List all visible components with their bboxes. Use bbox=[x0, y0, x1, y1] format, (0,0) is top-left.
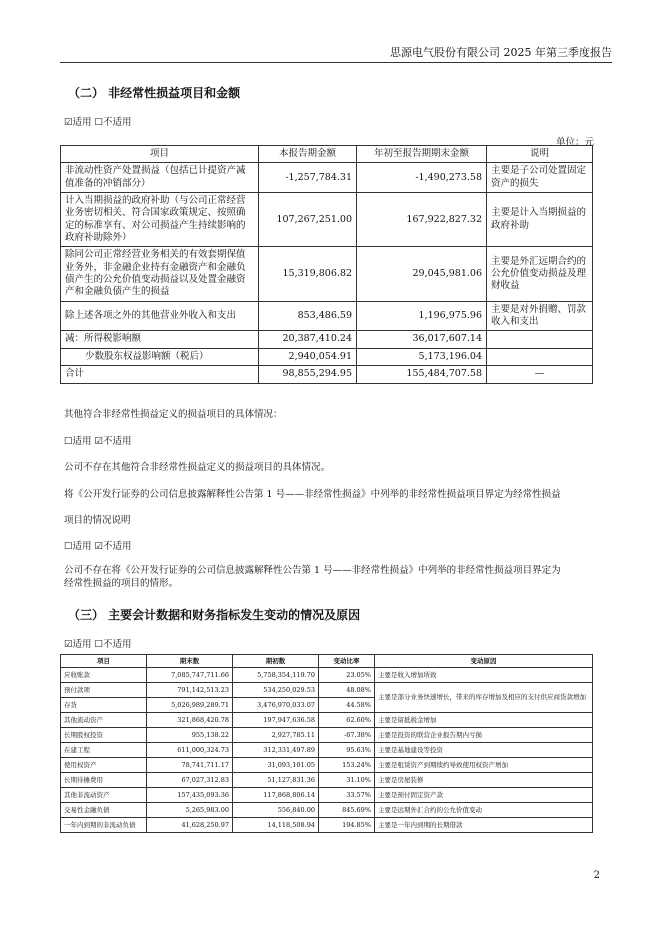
item-cell: 除上述各项之外的其他营业外收入和支出 bbox=[61, 301, 259, 331]
change-ratio-cell: 33.57% bbox=[319, 788, 375, 803]
table-header-row bbox=[61, 655, 593, 668]
item-cell: 一年内到期的非流动负债 bbox=[61, 818, 147, 833]
item-cell: 长期股权投资 bbox=[61, 728, 147, 743]
column-header: 项目 bbox=[61, 655, 147, 668]
change-ratio-cell: 31.10% bbox=[319, 773, 375, 788]
reason-cell: 主要是远期外汇合约的公允价值变动 bbox=[375, 803, 593, 818]
note-cell: 主要是计入当期损益的政府补助 bbox=[487, 193, 593, 247]
current-amount-cell: 853,486.59 bbox=[259, 301, 357, 331]
column-header: 年初至报告期期末金额 bbox=[357, 146, 487, 163]
current-amount-cell: 98,855,294.95 bbox=[259, 366, 357, 383]
column-header: 项目 bbox=[61, 146, 259, 163]
table-row bbox=[61, 163, 593, 193]
item-cell: 其他非流动资产 bbox=[61, 788, 147, 803]
begin-value-cell: 556,840.00 bbox=[233, 803, 319, 818]
table-row bbox=[61, 668, 593, 683]
ytd-amount-cell: -1,490,273.58 bbox=[357, 163, 487, 193]
reason-cell: 主要是部分业务快速增长，带来的库存增加及相应的支付供应商货款增加 bbox=[375, 683, 593, 713]
ytd-amount-cell: 29,045,981.06 bbox=[357, 247, 487, 301]
column-header: 期初数 bbox=[233, 655, 319, 668]
change-ratio-cell: 194.85% bbox=[319, 818, 375, 833]
table-row bbox=[61, 301, 593, 331]
reason-cell: 主要是一年内到期的长期借款 bbox=[375, 818, 593, 833]
end-value-cell: 955,138.22 bbox=[147, 728, 233, 743]
begin-value-cell: 14,118,508.94 bbox=[233, 818, 319, 833]
column-header: 说明 bbox=[487, 146, 593, 163]
end-value-cell: 157,435,093.36 bbox=[147, 788, 233, 803]
item-cell: 非流动性资产处置损益（包括已计提资产减值准备的冲销部分） bbox=[61, 163, 259, 193]
item-cell: 交易性金融负债 bbox=[61, 803, 147, 818]
table-row bbox=[61, 683, 593, 698]
item-cell: 减：所得税影响额 bbox=[61, 331, 259, 348]
note-cell bbox=[487, 331, 593, 348]
table-row bbox=[61, 803, 593, 818]
change-ratio-cell: 845.69% bbox=[319, 803, 375, 818]
item-cell: 存货 bbox=[61, 698, 147, 713]
reason-cell: 主要是预付固定资产款 bbox=[375, 788, 593, 803]
current-amount-cell: 107,267,251.00 bbox=[259, 193, 357, 247]
column-header: 变动比率 bbox=[319, 655, 375, 668]
current-amount-cell: 15,319,806.82 bbox=[259, 247, 357, 301]
ytd-amount-cell: 36,017,607.14 bbox=[357, 331, 487, 348]
table-row bbox=[61, 331, 593, 348]
begin-value-cell: 534,250,029.53 bbox=[233, 683, 319, 698]
table-row bbox=[61, 728, 593, 743]
note-cell: 主要是子公司处置固定资产的损失 bbox=[487, 163, 593, 193]
item-cell: 使用权资产 bbox=[61, 758, 147, 773]
current-amount-cell: 20,387,410.24 bbox=[259, 331, 357, 348]
reason-cell: 主要是投资的联营企业报告期内亏损 bbox=[375, 728, 593, 743]
table-row bbox=[61, 818, 593, 833]
item-cell: 除同公司正常经营业务相关的有效套期保值业务外，非金融企业持有金融资产和金融负债产生的公允价值变动损益以及处置金融资产和金融负债产生的损益 bbox=[61, 247, 259, 301]
table-row bbox=[61, 788, 593, 803]
applicability-line: ☐适用 ☑不适用 bbox=[64, 436, 132, 447]
section-3-title: （三） 主要会计数据和财务指标发生变动的情况及原因 bbox=[68, 608, 361, 622]
note-cell: — bbox=[487, 366, 593, 383]
end-value-cell: 67,027,312.83 bbox=[147, 773, 233, 788]
table-total-row bbox=[61, 366, 593, 383]
end-value-cell: 7,085,747,711.66 bbox=[147, 668, 233, 683]
table-row bbox=[61, 758, 593, 773]
end-value-cell: 41,628,250.97 bbox=[147, 818, 233, 833]
header-divider bbox=[60, 62, 612, 63]
begin-value-cell: 2,927,785.11 bbox=[233, 728, 319, 743]
financial-changes-table bbox=[60, 654, 593, 833]
begin-value-cell: 5,758,354,119.70 bbox=[233, 668, 319, 683]
begin-value-cell: 197,947,636.58 bbox=[233, 713, 319, 728]
change-ratio-cell: 62.60% bbox=[319, 713, 375, 728]
end-value-cell: 611,000,324.73 bbox=[147, 743, 233, 758]
change-ratio-cell: 44.58% bbox=[319, 698, 375, 713]
table-row bbox=[61, 247, 593, 301]
end-value-cell: 78,741,711.17 bbox=[147, 758, 233, 773]
table-row bbox=[61, 348, 593, 365]
paragraph: 其他符合非经常性损益定义的损益项目的具体情况： bbox=[64, 409, 283, 420]
paragraph: 项目的情况说明 bbox=[64, 515, 131, 526]
item-cell: 计入当期损益的政府补助（与公司正常经营业务密切相关、符合国家政策规定、按照确定的标准享有、对公司损益产生持续影响的政府补助除外） bbox=[61, 193, 259, 247]
current-amount-cell: 2,940,054.91 bbox=[259, 348, 357, 365]
page-number: 2 bbox=[593, 870, 600, 881]
reason-cell: 主要是租赁资产到期续约导致使用权资产增加 bbox=[375, 758, 593, 773]
item-cell: 在建工程 bbox=[61, 743, 147, 758]
begin-value-cell: 117,868,806.14 bbox=[233, 788, 319, 803]
section-3-applicability: ☑适用 ☐不适用 bbox=[64, 639, 132, 650]
begin-value-cell: 31,093,101.05 bbox=[233, 758, 319, 773]
reason-cell: 主要是基地建设等投资 bbox=[375, 743, 593, 758]
end-value-cell: 5,026,989,289.71 bbox=[147, 698, 233, 713]
ytd-amount-cell: 167,922,827.32 bbox=[357, 193, 487, 247]
paragraph: 经常性损益的项目的情形。 bbox=[64, 578, 179, 589]
table-row bbox=[61, 743, 593, 758]
change-ratio-cell: 23.05% bbox=[319, 668, 375, 683]
unit-label: 单位：元 bbox=[555, 137, 594, 148]
item-cell: 少数股东权益影响额（税后） bbox=[61, 348, 259, 365]
note-cell: 主要是外汇远期合约的公允价值变动损益及理财收益 bbox=[487, 247, 593, 301]
note-cell bbox=[487, 348, 593, 365]
table-row bbox=[61, 773, 593, 788]
paragraph: 公司不存在将《公开发行证券的公司信息披露解释性公告第 1 号——非经常性损益》中列举的非经常性损益项目界定为 bbox=[64, 565, 561, 576]
item-cell: 长期待摊费用 bbox=[61, 773, 147, 788]
reason-cell: 主要是留抵税金增加 bbox=[375, 713, 593, 728]
reason-cell: 主要是房屋装修 bbox=[375, 773, 593, 788]
table-header-row bbox=[61, 146, 593, 163]
begin-value-cell: 312,331,497.89 bbox=[233, 743, 319, 758]
change-ratio-cell: 153.24% bbox=[319, 758, 375, 773]
section-2-title: （二） 非经常性损益项目和金额 bbox=[68, 86, 241, 100]
begin-value-cell: 51,127,831.36 bbox=[233, 773, 319, 788]
item-cell: 应收账款 bbox=[61, 668, 147, 683]
section-2-applicability: ☑适用 ☐不适用 bbox=[64, 117, 132, 128]
ytd-amount-cell: 155,484,707.58 bbox=[357, 366, 487, 383]
end-value-cell: 5,265,983.00 bbox=[147, 803, 233, 818]
begin-value-cell: 3,476,970,033.07 bbox=[233, 698, 319, 713]
table-row bbox=[61, 713, 593, 728]
column-header: 本报告期金额 bbox=[259, 146, 357, 163]
paragraph: 公司不存在其他符合非经常性损益定义的损益项目的具体情况。 bbox=[64, 462, 331, 473]
item-cell: 预付款项 bbox=[61, 683, 147, 698]
report-header-title: 思源电气股份有限公司 2025 年第三季度报告 bbox=[390, 46, 612, 59]
current-amount-cell: -1,257,784.31 bbox=[259, 163, 357, 193]
non-recurring-items-table bbox=[60, 145, 593, 384]
reason-cell: 主要是收入增加所致 bbox=[375, 668, 593, 683]
change-ratio-cell: -67.38% bbox=[319, 728, 375, 743]
column-header: 期末数 bbox=[147, 655, 233, 668]
paragraph: 将《公开发行证券的公司信息披露解释性公告第 1 号——非经常性损益》中列举的非经常性损益项目界定为经常性损益 bbox=[64, 489, 561, 500]
ytd-amount-cell: 5,173,196.04 bbox=[357, 348, 487, 365]
item-cell: 其他流动资产 bbox=[61, 713, 147, 728]
column-header: 变动原因 bbox=[375, 655, 593, 668]
note-cell: 主要是对外捐赠、罚款收入和支出 bbox=[487, 301, 593, 331]
item-cell: 合计 bbox=[61, 366, 259, 383]
end-value-cell: 321,868,420.78 bbox=[147, 713, 233, 728]
end-value-cell: 791,142,513.23 bbox=[147, 683, 233, 698]
change-ratio-cell: 95.63% bbox=[319, 743, 375, 758]
ytd-amount-cell: 1,196,975.96 bbox=[357, 301, 487, 331]
change-ratio-cell: 48.08% bbox=[319, 683, 375, 698]
applicability-line: ☐适用 ☑不适用 bbox=[64, 541, 132, 552]
table-row bbox=[61, 193, 593, 247]
